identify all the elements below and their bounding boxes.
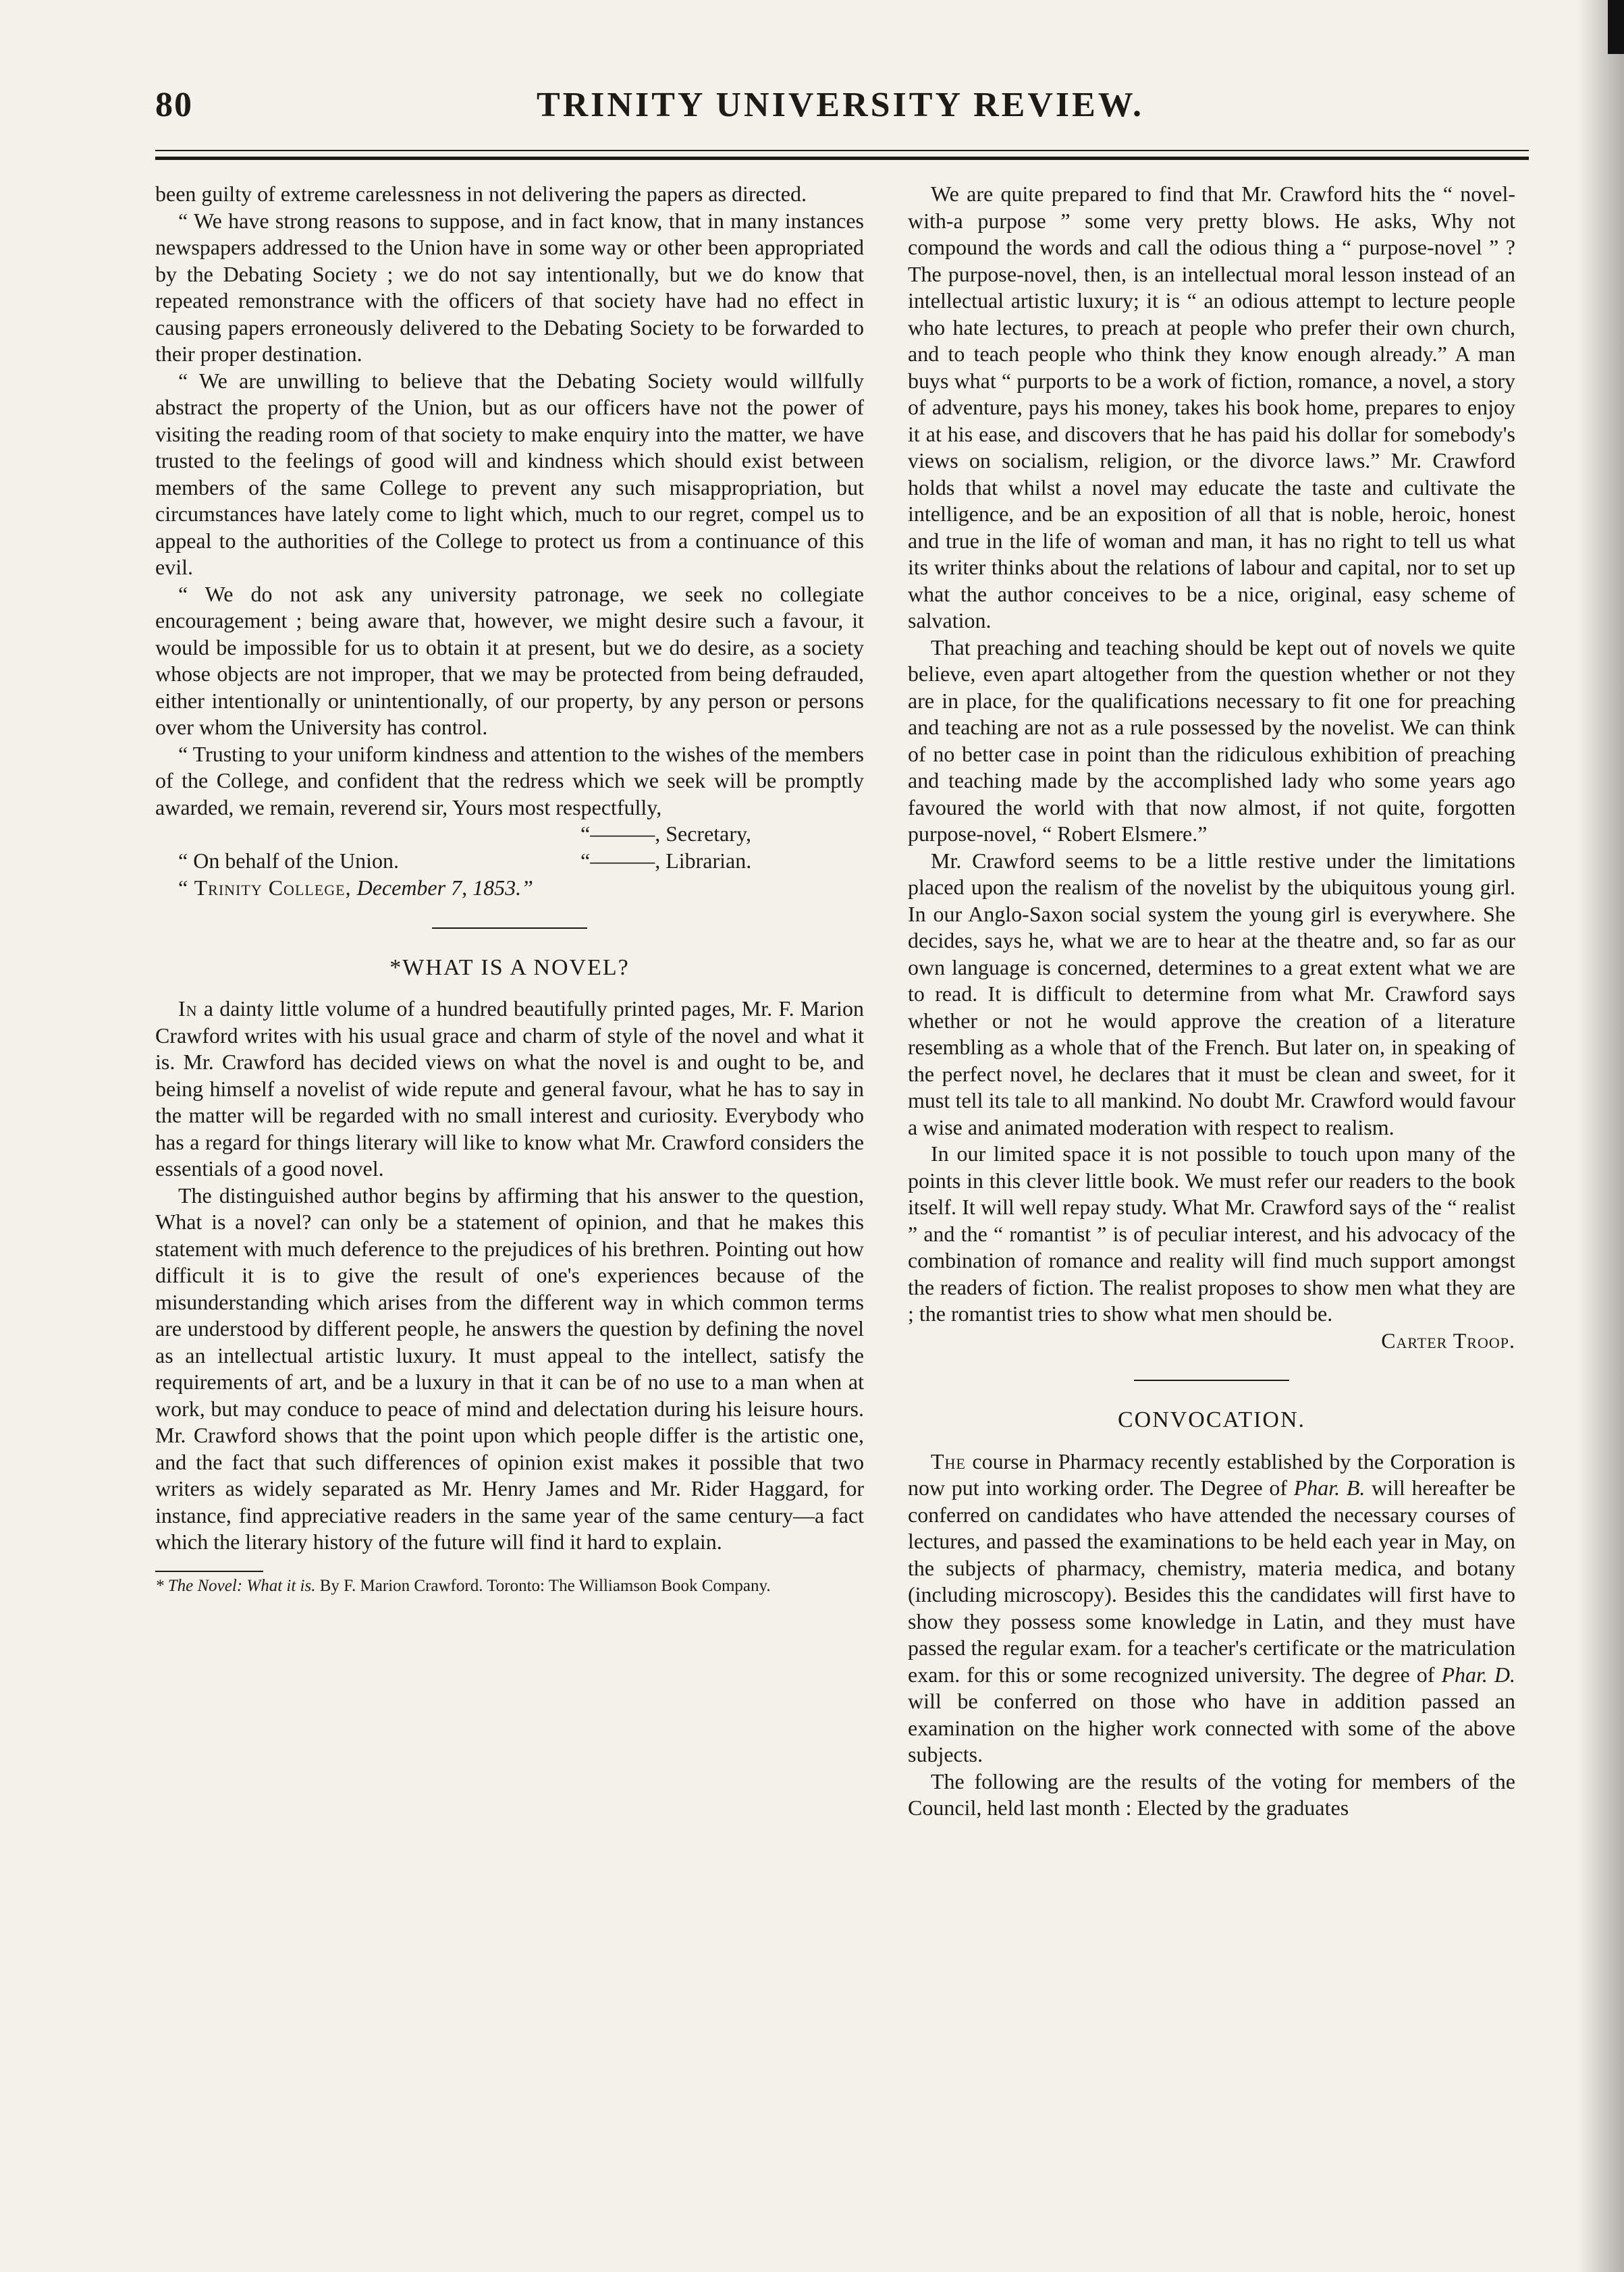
- footnote-divider: [155, 1571, 263, 1572]
- drop-word: In: [178, 996, 198, 1021]
- librarian-signature: “———, Librarian.: [580, 848, 752, 873]
- dateline: [155, 875, 864, 902]
- page-edge-shadow: [1577, 0, 1624, 2272]
- paragraph-text: course in Pharmacy recently established by the Corporation is now put into working order. The Degree of: [908, 1449, 1515, 1500]
- page-edge-mark: [1608, 0, 1624, 54]
- page-number: 80: [155, 86, 193, 124]
- journal-title: TRINITY UNIVERSITY REVIEW.: [536, 86, 1145, 124]
- dateline-college: “ Trinity College,: [178, 875, 352, 900]
- behalf-of-union: “ On behalf of the Union.: [178, 848, 400, 873]
- paragraph: The following are the results of the voting for members of the Council, held last month : Elected by the graduates: [908, 1768, 1515, 1820]
- footnote-text: By F. Marion Crawford. Toronto: The Williamson Book Company.: [315, 1576, 771, 1595]
- header-rule-thin: [155, 150, 1529, 151]
- paragraph: Mr. Crawford seems to be a little restive under the limitations placed upon the realism of the novelist by the ubiquitous young girl. In our Anglo-Saxon social system the young girl is everywhere. She decides, says he, what we are to hear at the theatre and, so far as our own language is concerned, determines to a great extent what we are to read. It is difficult to determine from what Mr. Crawford says whether or not he would approve the creation of a literature resembling as a whole that of the French. But later on, in speaking of the perfect novel, he declares that it must be clean and sweet, for it must tell its tale to all mankind. No doubt Mr. Crawford would favour a wise and animated moderation with respect to realism.: [908, 848, 1515, 1139]
- degree-phar-b: Phar. B.: [1293, 1476, 1365, 1500]
- paragraph-text: will be conferred on those who have in addition passed an examination on the higher work connected with some of the above subjects.: [908, 1689, 1515, 1766]
- section-divider: [432, 927, 587, 929]
- footnote-title: * The Novel: What it is.: [155, 1576, 316, 1595]
- dateline-date: December 7, 1853.”: [356, 875, 533, 900]
- paragraph: been guilty of extreme carelessness in not delivering the papers as directed.: [155, 182, 807, 206]
- paragraph-text: a dainty little volume of a hundred beautifully printed pages, Mr. F. Marion Crawford writes with his usual grace and charm of style of the novel and what it is. Mr. Crawford has decided views on what the novel is and ought to be, and being himself a novelist of wide repute and general favour, what he has to say in the matter will be regarded with no small interest and curiosity. Everybody who has a regard for things literary will like to know what Mr. Crawford considers the essentials of a good novel.: [155, 996, 864, 1181]
- signature-secretary-row: [155, 821, 864, 848]
- page-header: [155, 80, 1525, 134]
- paragraph: [908, 1449, 1515, 1768]
- paragraph: The distinguished author begins by affirming that his answer to the question, What is a novel? can only be a statement of opinion, and that he makes this statement with much deference to the prejudices of his brethren. Pointing out how difficult it is to give the result of one's experiences because of the misunderstanding which arises from the different way in which common terms are understood by different people, he answers the question by defining the novel as an intellectual artistic luxury. It must appeal to the intellect, satisfy the requirements of art, and be a luxury in that it can be of no use to a man when at work, but may conduce to peace of mind and delectation during his leisure hours. Mr. Crawford shows that the point upon which people differ is the artistic one, and the fact that such differences of opinion exist makes it possible that two writers as widely separated as Mr. Henry James and Mr. Rider Haggard, for instance, find appreciative readers in the same year of the same century—a fact which the literary history of the future will find it hard to explain.: [155, 1183, 864, 1554]
- header-rule-thick: [155, 157, 1529, 160]
- footnote: [155, 1576, 864, 1596]
- section-heading: CONVOCATION.: [1117, 1407, 1306, 1432]
- paragraph: “ Trusting to your uniform kindness and attention to the wishes of the members of the College, and confident that the redress which we seek will be promptly awarded, we remain, reverend sir, Yours most respectfully,: [155, 741, 864, 819]
- article-heading: *WHAT IS A NOVEL?: [389, 954, 630, 980]
- author-signature: Carter Troop.: [1381, 1328, 1515, 1353]
- signature-librarian-row: [155, 848, 864, 875]
- paragraph: That preaching and teaching should be kept out of novels we quite believe, even apart altogether from the question whether or not they are in place, for the qualifications necessary to fit one for preaching and teaching are not as a rule possessed by the novelist. We can think of no better case in point than the ridiculous exhibition of preaching and teaching made by the accomplished lady who some years ago favoured the world with that now almost, if not quite, forgotten purpose-novel, “ Robert Elsmere.”: [908, 634, 1515, 846]
- secretary-signature: “———, Secretary,: [580, 821, 751, 846]
- paragraph: “ We are unwilling to believe that the Debating Society would willfully abstract the property of the Union, but as our officers have not the power of visiting the reading room of that society to make enquiry into the matter, we have trusted to the feelings of good will and kindness which should exist between members of the same College to prevent any such misappropriation, but circumstances have lately come to light which, much to our regret, compel us to appeal to the authorities of the College to protect us from a continuance of this evil.: [155, 368, 864, 579]
- paragraph-text: will hereafter be conferred on candidates who have attended the necessary courses of lectures, and passed the examinations to be held each year in May, on the subjects of pharmacy, chemistry, materia medica, and botany (including microscopy). Besides this the candidates will first have to show they possess some knowledge in Latin, and they must have passed the regular exam. for a teacher's certificate or the matriculation exam. for this or some recognized university. The degree of: [908, 1476, 1516, 1687]
- paragraph: “ We do not ask any university patronage, we seek no collegiate encouragement ; being aware that, however, we might desire such a favour, it would be impossible for us to obtain it at present, but we do desire, as a society whose objects are not improper, that we may be protected from being defrauded, either intentionally or unintentionally, of our property, by any person or persons over whom the University has control.: [155, 581, 864, 739]
- section-divider: [1134, 1380, 1289, 1381]
- degree-phar-d: Phar. D.: [1441, 1662, 1516, 1687]
- paragraph: In our limited space it is not possible to touch upon many of the points in this clever little book. We must refer our readers to the book itself. It will well repay study. What Mr. Crawford says of the “ realist ” and the “ romantist ” is of peculiar interest, and his advocacy of the combination of romance and reality will find much support amongst the readers of fiction. The realist proposes to show men what they are ; the romantist tries to show what men should be.: [908, 1141, 1515, 1326]
- paragraph: We are quite prepared to find that Mr. Crawford hits the “ novel-with-a purpose ” some very pretty blows. He asks, Why not compound the words and call the odious thing a “ purpose-novel ” ? The purpose-novel, then, is an intellectual moral lesson instead of an intellectual artistic luxury; it is “ an odious attempt to lecture people who hate lectures, to preach at people who prefer their own church, and to teach people who think they know enough already.” A man buys what “ purports to be a work of fiction, romance, a novel, a story of adventure, pays his money, takes his book home, prepares to enjoy it at his ease, and discovers that he has paid his dollar for somebody's views on socialism, religion, or the divorce laws.” Mr. Crawford holds that whilst a novel may educate the taste and cultivate the intelligence, and be an exposition of all that is noble, heroic, honest and true in the life of woman and man, it has no right to tell us what its writer thinks about the relations of labour and capital, nor to set up what the author conceives to be a nice, original, easy scheme of salvation.: [908, 182, 1515, 632]
- drop-word: The: [931, 1449, 966, 1473]
- paragraph: “ We have strong reasons to suppose, and in fact know, that in many instances newspapers addressed to the Union have in some way or other been appropriated by the Debating Society ; we do not say intentionally, but we do know that repeated remonstrance with the officers of that society have had no effect in causing papers erroneously delivered to the Debating Society to be forwarded to their proper destination.: [155, 208, 864, 366]
- left-column: [155, 181, 864, 1596]
- paragraph: [155, 996, 864, 1183]
- right-column: [908, 181, 1515, 1822]
